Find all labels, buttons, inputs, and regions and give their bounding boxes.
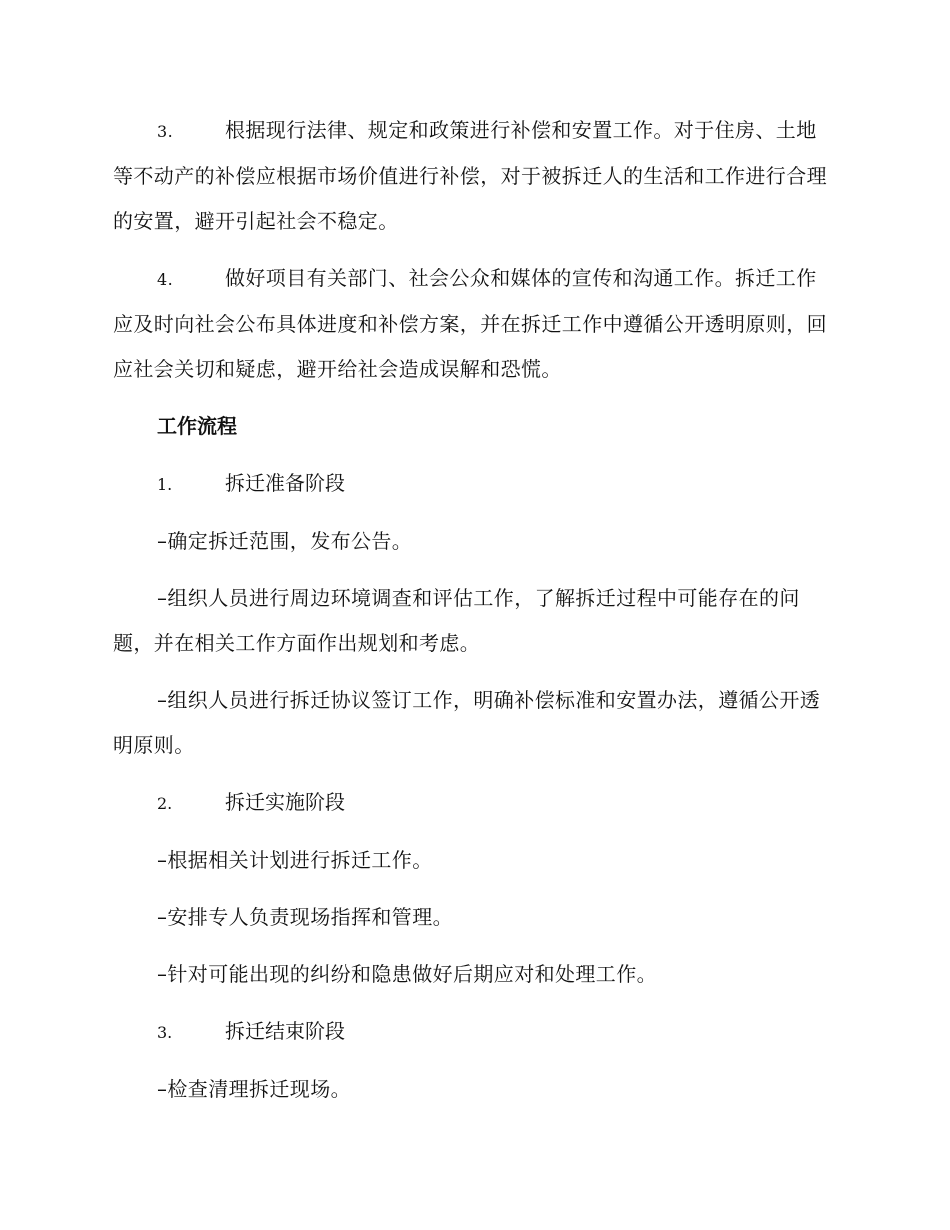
section-title: 工作流程 [157, 414, 237, 438]
list-item: –安排专人负责现场指挥和管理。 [157, 905, 453, 929]
paragraph-3 [113, 108, 835, 244]
list-item: –组织人员进行周边环境调查和评估工作，了解拆迁过程中可能存在的问题，并在相关工作方面作出规划和考虑。 [113, 586, 800, 655]
list-item: –确定拆迁范围，发布公告。 [157, 529, 413, 553]
paragraph-number: 3. [157, 122, 174, 141]
paragraph-text: 做好项目有关部门、社会公众和媒体的宣传和沟通工作。拆迁工作应及时向社会公布具体进度和补偿方案，并在拆迁工作中遵循公开透明原则，回应社会关切和疑虑，避开给社会造成误解和恐慌。 [113, 266, 827, 381]
list-item: –组织人员进行拆迁协议签订工作，明确补偿标准和安置办法，遵循公开透明原则。 [113, 688, 821, 757]
list-item: –针对可能出现的纠纷和隐患做好后期应对和处理工作。 [157, 962, 657, 986]
list-item: –根据相关计划进行拆迁工作。 [157, 848, 433, 872]
stage-number: 2. [157, 794, 173, 813]
paragraph-text: 根据现行法律、规定和政策进行补偿和安置工作。对于住房、土地等不动产的补偿应根据市场价值进行补偿，对于被拆迁人的生活和工作进行合理的安置，避开引起社会不稳定。 [113, 118, 827, 233]
document-page [113, 108, 835, 1124]
stage-title: 拆迁实施阶段 [225, 790, 345, 814]
stage-title: 拆迁准备阶段 [225, 471, 345, 495]
paragraph-number: 4. [157, 270, 174, 289]
stage-heading-3 [113, 1009, 835, 1055]
stage-title: 拆迁结束阶段 [225, 1019, 345, 1043]
stage-heading-2 [113, 780, 835, 826]
stage-heading-1 [113, 461, 835, 507]
list-item: –检查清理拆迁现场。 [157, 1077, 351, 1101]
paragraph-4 [113, 256, 835, 392]
stage-number: 3. [157, 1023, 173, 1042]
stage-number: 1. [157, 475, 173, 494]
